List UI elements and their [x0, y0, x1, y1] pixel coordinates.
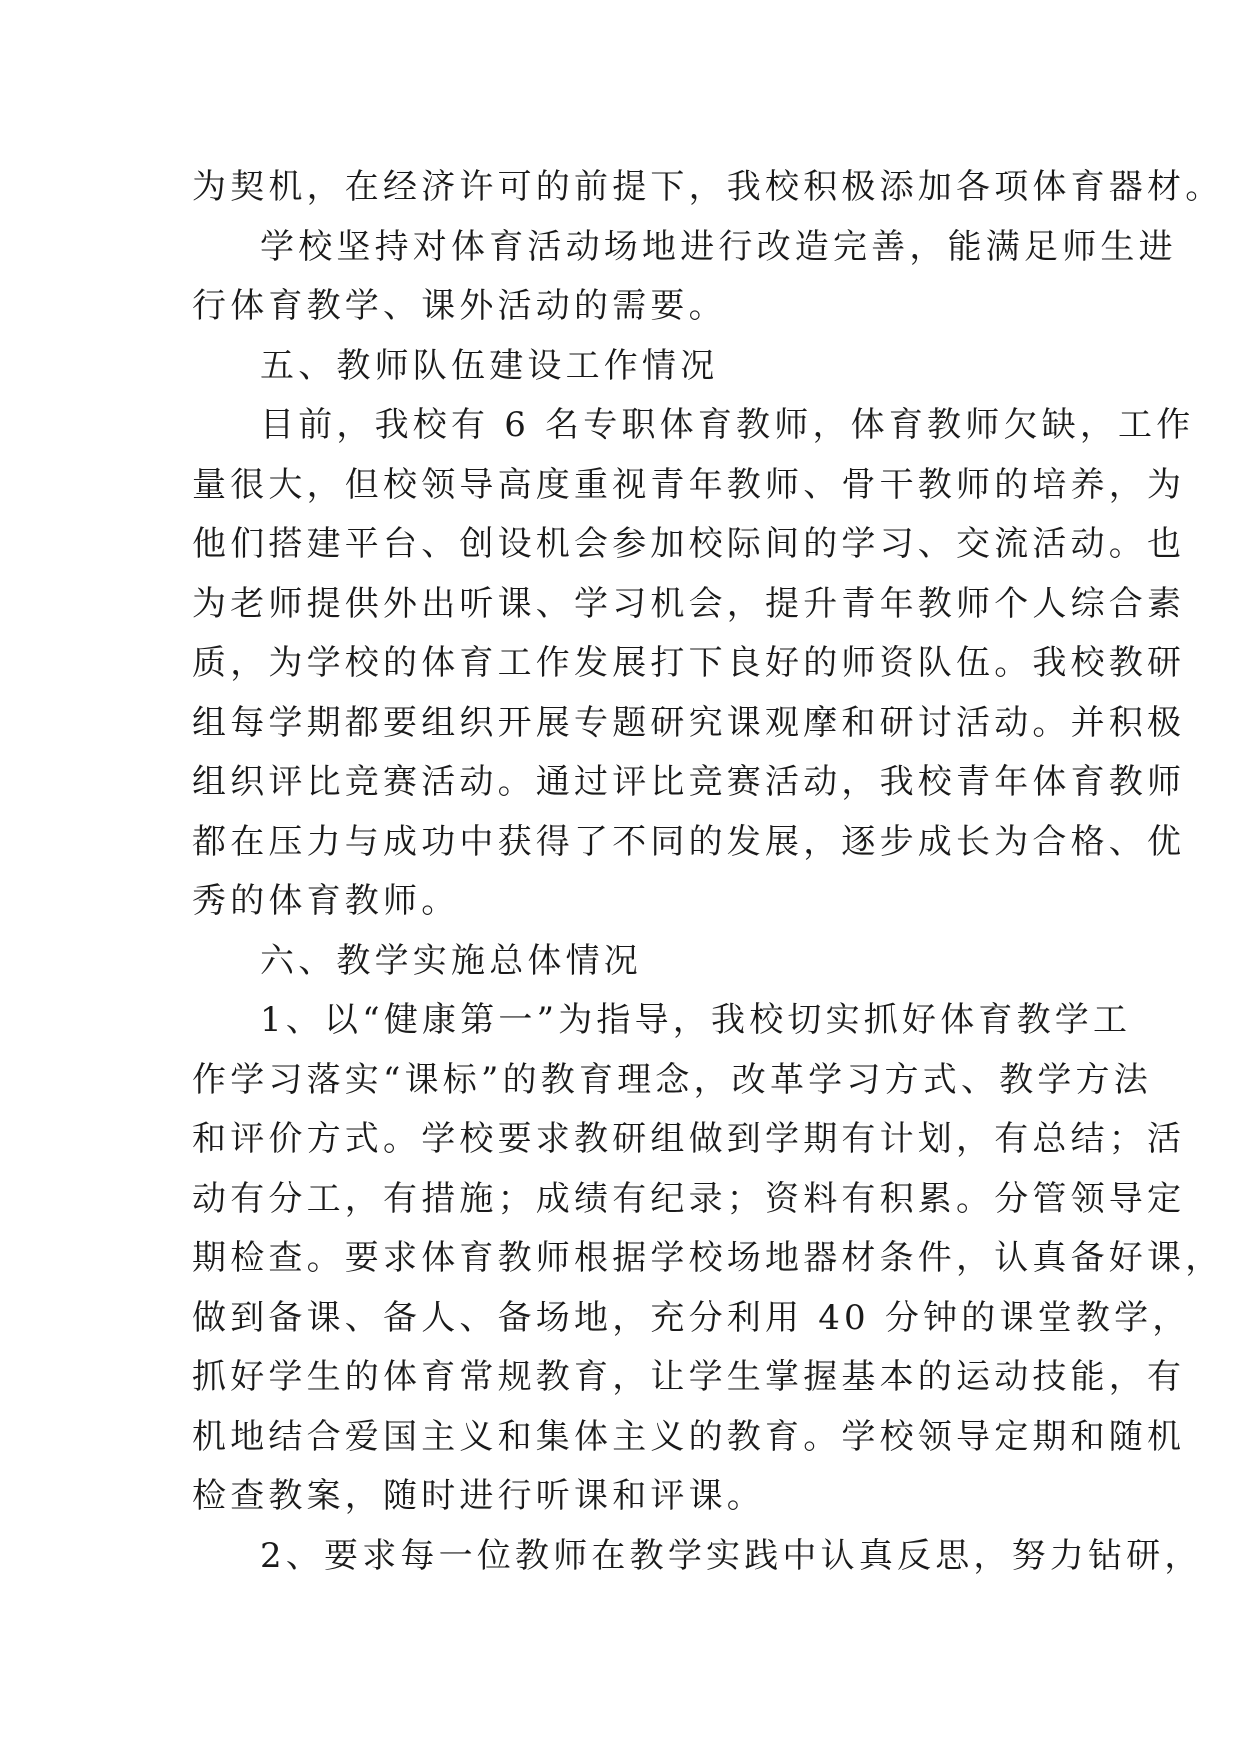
paragraph-start-line: 目前，我校有 6 名专职体育教师，体育教师欠缺，工作: [260, 405, 1195, 445]
text-line: 他们搭建平台、创设机会参加校际间的学习、交流活动。也: [192, 524, 1186, 564]
text-line: 量很大，但校领导高度重视青年教师、骨干教师的培养，为: [192, 464, 1186, 505]
text-line: 作学习落实“课标”的教育理念，改革学习方式、教学方法: [192, 1059, 1152, 1100]
paragraph-start-line: 1、以“健康第一”为指导，我校切实抓好体育教学工: [260, 1000, 1132, 1040]
text-line: 抓好学生的体育常规教育，让学生掌握基本的运动技能，有: [192, 1357, 1186, 1397]
text-line: 机地结合爱国主义和集体主义的教育。学校领导定期和随机: [192, 1416, 1186, 1457]
text-line: 期检查。要求体育教师根据学校场地器材条件，认真备好课，: [192, 1238, 1224, 1278]
section-heading-teaching-implementation: 六、教学实施总体情况: [260, 940, 642, 981]
paragraph-start-line: 2、要求每一位教师在教学实践中认真反思，努力钻研，: [260, 1535, 1203, 1576]
text-line: 质，为学校的体育工作发展打下良好的师资队伍。我校教研: [192, 643, 1186, 683]
text-line: 行体育教学、课外活动的需要。: [192, 286, 727, 326]
paragraph-start-line: 学校坚持对体育活动场地进行改造完善，能满足师生进: [260, 226, 1177, 267]
text-line: 秀的体育教师。: [192, 881, 460, 921]
text-line: 组每学期都要组织开展专题研究课观摩和研讨活动。并积极: [192, 702, 1186, 743]
text-line: 为老师提供外出听课、学习机会，提升青年教师个人综合素: [192, 583, 1186, 624]
section-heading-teacher-team: 五、教师队伍建设工作情况: [260, 345, 719, 386]
text-line: 和评价方式。学校要求教研组做到学期有计划，有总结；活: [192, 1119, 1186, 1159]
text-line: 检查教案，随时进行听课和评课。: [192, 1476, 765, 1516]
text-line: 做到备课、备人、备场地，充分利用 40 分钟的课堂教学，: [192, 1297, 1191, 1338]
text-line: 组织评比竞赛活动。通过评比竞赛活动，我校青年体育教师: [192, 762, 1186, 802]
body-text: [192, 158, 1224, 1586]
text-line: 动有分工，有措施；成绩有纪录；资料有积累。分管领导定: [192, 1178, 1186, 1219]
text-line: 为契机，在经济许可的前提下，我校积极添加各项体育器材。: [192, 167, 1224, 207]
text-line: 都在压力与成功中获得了不同的发展，逐步成长为合格、优: [192, 821, 1186, 862]
